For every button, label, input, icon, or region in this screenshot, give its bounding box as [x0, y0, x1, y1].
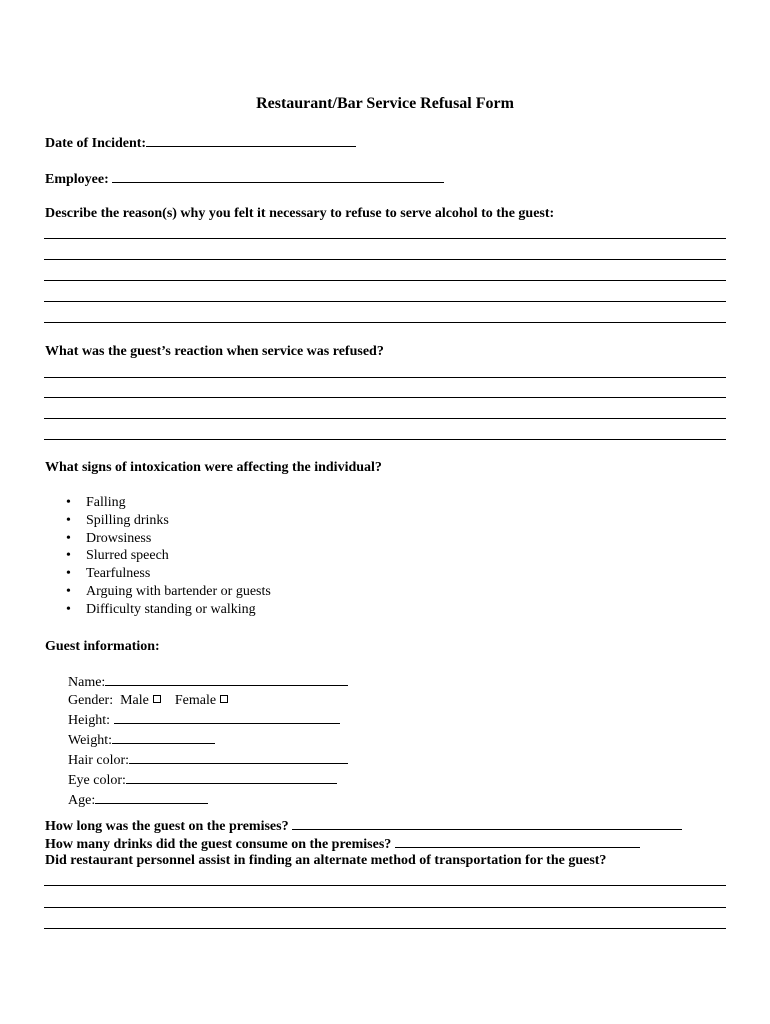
guest-height-label: Height:: [68, 713, 110, 728]
guest-eye-field[interactable]: [126, 770, 337, 784]
list-item: [66, 565, 271, 583]
guest-gender-label: Gender:: [68, 693, 114, 708]
list-item: [66, 547, 271, 565]
guest-weight-row: [68, 730, 348, 750]
list-item: [66, 583, 271, 601]
how-many-row: [45, 834, 640, 854]
guest-hair-label: Hair color:: [68, 753, 130, 768]
employee-field[interactable]: [112, 169, 444, 183]
guest-height-row: [68, 710, 348, 730]
signs-list: [66, 494, 271, 619]
reaction-answer-line-1[interactable]: [44, 377, 726, 378]
reaction-answer-line-3[interactable]: [44, 418, 726, 419]
gender-female-checkbox[interactable]: [220, 695, 228, 703]
how-long-field[interactable]: [292, 816, 682, 830]
guest-hair-field[interactable]: [129, 750, 348, 764]
how-many-question: How many drinks did the guest consume on the premises?: [45, 837, 392, 852]
guest-height-field[interactable]: [114, 710, 340, 724]
how-long-question: How long was the guest on the premises?: [45, 819, 289, 834]
guest-name-label: Name:: [68, 675, 106, 690]
how-many-field[interactable]: [395, 834, 640, 848]
sign-text: Spilling drinks: [86, 512, 169, 528]
transport-answer-line-1[interactable]: [44, 885, 726, 886]
guest-info-block: [68, 672, 348, 810]
reason-answer-line-4[interactable]: [44, 301, 726, 302]
bullet-icon: •: [66, 512, 71, 528]
date-of-incident-row: [45, 133, 356, 153]
bullet-icon: •: [66, 566, 71, 582]
guest-age-row: [68, 790, 348, 810]
bullet-icon: •: [66, 583, 71, 599]
reason-answer-line-5[interactable]: [44, 322, 726, 323]
guest-gender-row: [68, 692, 348, 710]
guest-age-label: Age:: [68, 793, 96, 808]
transport-question: Did restaurant personnel assist in finding an alternate method of transportation for the guest?: [45, 853, 607, 868]
guest-weight-field[interactable]: [112, 730, 215, 744]
list-item: [66, 530, 271, 548]
gender-male-label: Male: [120, 693, 149, 708]
bullet-icon: •: [66, 530, 71, 546]
list-item: [66, 512, 271, 530]
guest-weight-label: Weight:: [68, 733, 112, 748]
sign-text: Slurred speech: [86, 548, 169, 564]
guest-age-field[interactable]: [95, 790, 208, 804]
sign-text: Falling: [86, 495, 126, 510]
gender-female-label: Female: [174, 693, 217, 708]
reason-answer-line-1[interactable]: [44, 238, 726, 239]
guest-eye-row: [68, 770, 348, 790]
date-of-incident-field[interactable]: [146, 133, 356, 147]
reaction-question: What was the guest’s reaction when service was refused?: [45, 344, 384, 359]
sign-text: Arguing with bartender or guests: [86, 583, 271, 599]
form-title: Restaurant/Bar Service Refusal Form: [256, 95, 514, 112]
guest-eye-label: Eye color:: [68, 773, 126, 788]
list-item: [66, 601, 271, 619]
sign-text: Tearfulness: [86, 566, 151, 582]
how-long-row: [45, 816, 682, 836]
bullet-icon: •: [66, 495, 71, 510]
sign-text: Difficulty standing or walking: [86, 601, 256, 617]
gender-male-checkbox[interactable]: [153, 695, 161, 703]
sign-text: Drowsiness: [86, 530, 152, 546]
reaction-answer-line-2[interactable]: [44, 397, 726, 398]
bullet-icon: •: [66, 548, 71, 564]
transport-answer-line-3[interactable]: [44, 928, 726, 929]
date-of-incident-label: Date of Incident:: [45, 136, 147, 151]
reaction-answer-line-4[interactable]: [44, 439, 726, 440]
employee-label: Employee:: [45, 172, 109, 187]
reason-question: Describe the reason(s) why you felt it necessary to refuse to serve alcohol to the guest:: [45, 206, 555, 221]
employee-row: [45, 169, 444, 189]
transport-answer-line-2[interactable]: [44, 907, 726, 908]
list-item: [66, 494, 271, 512]
guest-name-field[interactable]: [105, 672, 348, 686]
reason-answer-line-2[interactable]: [44, 259, 726, 260]
guest-hair-row: [68, 750, 348, 770]
guest-name-row: [68, 672, 348, 692]
signs-question: What signs of intoxication were affecting the individual?: [45, 460, 382, 475]
reason-answer-line-3[interactable]: [44, 280, 726, 281]
guest-info-heading: Guest information:: [45, 639, 160, 654]
bullet-icon: •: [66, 601, 71, 617]
